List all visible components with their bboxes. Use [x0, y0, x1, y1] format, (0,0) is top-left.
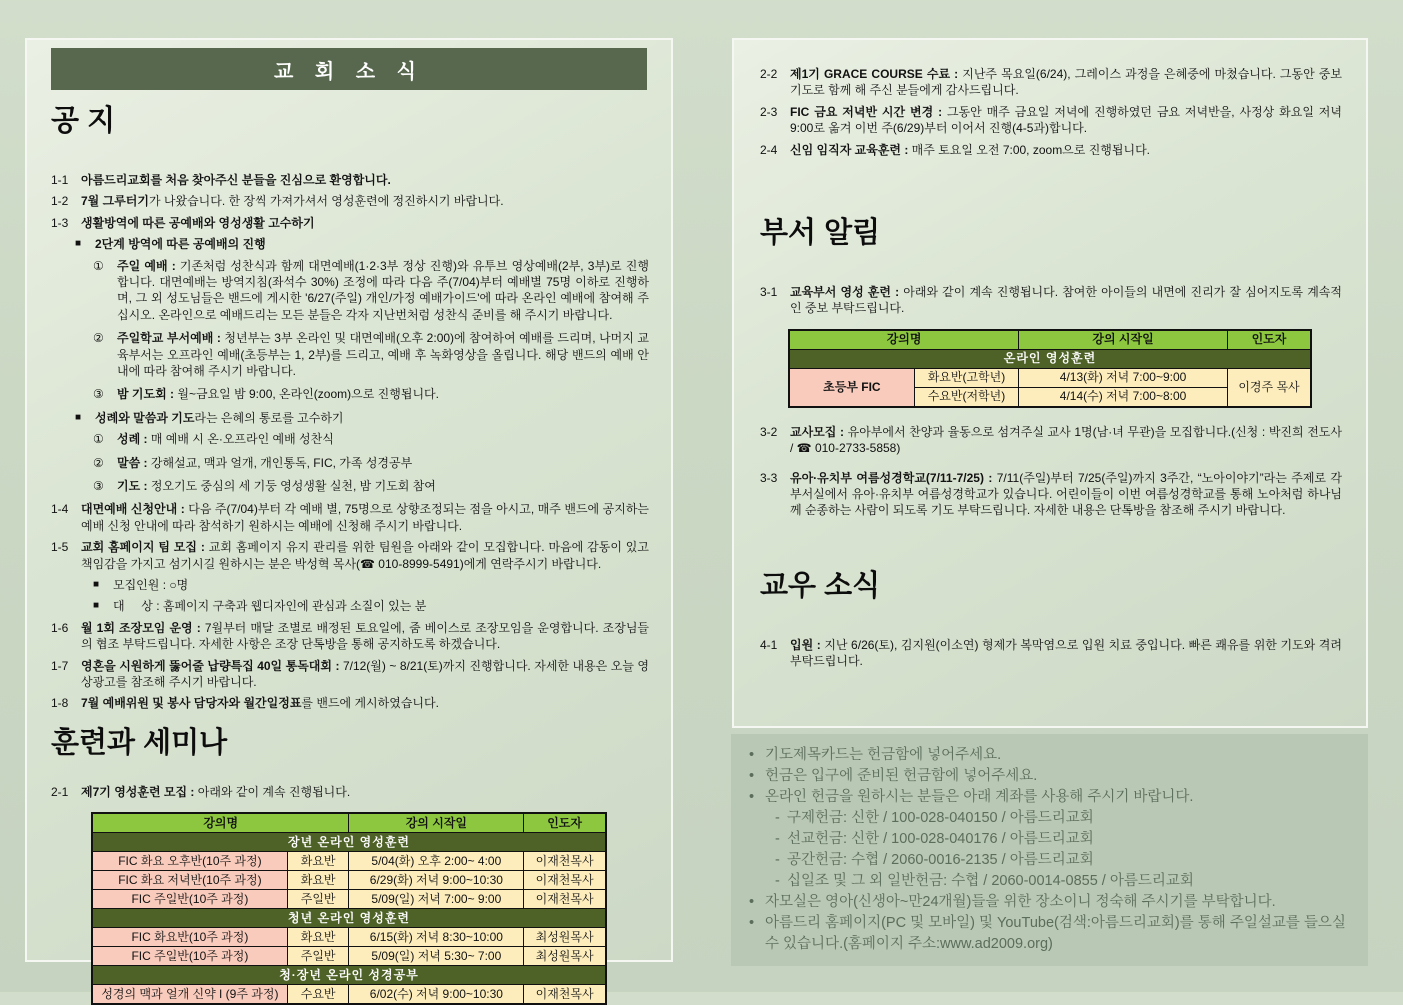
- item-body: 7/11(주일)부터 7/25(주일)까지 3주간, “노아이야기”라는 주제로 각 부서실에서 유아·유치부 여름성경학교가 있습니다. 어린이들이 이번 여름성경학교를 통해 노아처럼 하나님께 순종하는 사람이 되도록 기도 부탁드립니다. 자세한 내용은 단톡방을 참조해 주시기 바랍니다.: [790, 470, 1342, 518]
- cell-leader: 이재천목사: [524, 852, 606, 871]
- col-header-leader: 인도자: [524, 813, 606, 833]
- cell-start: 4/13(화) 저녁 7:00~9:00: [1019, 368, 1228, 387]
- notice-subitem-circle2: [51, 330, 649, 379]
- table-row: [92, 947, 606, 966]
- table-group-row: [92, 833, 606, 852]
- item-label: 2단계 방역에 따른 공예배의 진행: [95, 237, 266, 252]
- cell-start: 6/29(화) 저녁 9:00~10:30: [349, 871, 524, 890]
- item-label: 대면예배 신청안내 :: [81, 502, 189, 517]
- table-header-row: [789, 330, 1311, 350]
- notice-subitem-square: [51, 410, 649, 426]
- spacer: [49, 760, 649, 784]
- members-heading: 교우 소식: [760, 569, 881, 602]
- notice-item-1-3: [51, 215, 649, 231]
- item-body: 아래와 같이 계속 진행됩니다. 참여한 아이들의 내면에 진리가 잘 심어지도록 계속적인 중보 부탁드립니다.: [790, 284, 1342, 316]
- cell-start: 5/09(일) 저녁 7:00~ 9:00: [349, 890, 524, 909]
- account-line: - 십일조 및 그 외 일반헌금: 수협 / 2060-0014-0855 / 아름드리교회: [747, 871, 1352, 892]
- item-label: 성례와 말씀과 기도: [95, 410, 195, 425]
- training-heading: 훈련과 세미나: [51, 726, 228, 759]
- item-number: 3-3: [760, 470, 778, 485]
- item-body: 모집인원 : ○명: [113, 578, 189, 593]
- cell-start: 5/09(일) 저녁 5:30~ 7:00: [349, 947, 524, 966]
- col-header-start: 강의 시작일: [349, 813, 524, 833]
- item-text: [81, 695, 649, 711]
- item-text: [117, 258, 649, 324]
- circled-number-icon: ①: [93, 432, 104, 447]
- item-text: [81, 501, 649, 534]
- item-text: [790, 424, 1342, 457]
- item-body: 매주 토요일 오전 7:00, zoom으로 진행됩니다.: [911, 142, 1150, 157]
- item-text: [790, 284, 1342, 317]
- square-bullet-icon: ■: [93, 579, 100, 591]
- dept-item-3-1: [760, 284, 1342, 317]
- notice-item-2-2: [760, 66, 1342, 99]
- account-line: - 공간헌금: 수협 / 2060-0016-2135 / 아름드리교회: [747, 850, 1352, 871]
- item-body: 지난 6/26(토), 김지원(이소연) 형제가 복막염으로 입원 치료 중입니다. 빠른 쾌유를 위한 기도와 격려 부탁드립니다.: [790, 637, 1342, 669]
- item-label: 주일학교 부서예배 :: [117, 331, 225, 346]
- cell-class: 화요반: [287, 871, 349, 890]
- item-label: 생활방역에 따른 공예배와 영성생활 고수하기: [81, 215, 315, 230]
- table-row: [92, 852, 606, 871]
- item-body: 강해설교, 맥과 얼개, 개인통독, FIC, 가족 성경공부: [150, 455, 413, 470]
- item-body: 매 예배 시 온·오프라인 예배 성찬식: [150, 432, 334, 447]
- spacer: [758, 462, 1342, 470]
- offering-info-list: [747, 745, 1352, 955]
- item-text: [790, 142, 1342, 158]
- item-text: [81, 620, 649, 653]
- item-label: 입원 :: [790, 637, 825, 652]
- item-text: [117, 386, 649, 402]
- cell-leader: 이재천목사: [524, 985, 606, 1005]
- item-body: 대 상 : 홈페이지 구축과 웹디자인에 관심과 소질이 있는 분: [113, 599, 427, 614]
- notice-subitem-recruit-count: [51, 577, 649, 593]
- item-label: 주일 예배 :: [117, 258, 180, 273]
- notice-heading: 공 지: [51, 105, 116, 137]
- item-text: [95, 410, 649, 426]
- bulletin-title-bar: [51, 48, 647, 90]
- list-item: • 헌금은 입구에 준비된 헌금함에 넣어주세요.: [747, 766, 1352, 787]
- item-text: [81, 193, 649, 209]
- notice-item-2-4: [760, 142, 1342, 158]
- notice-subitem-circle3: [51, 386, 649, 402]
- group-title: 청·장년 온라인 성경공부: [92, 966, 606, 985]
- dept-item-3-2: [760, 424, 1342, 457]
- cell-start: 5/04(화) 오후 2:00~ 4:00: [349, 852, 524, 871]
- item-text: [81, 172, 649, 188]
- item-body: 청년부는 3부 온라인 및 대면예배(오후 2:00)에 참여하여 예배를 드리며, 나머지 교육부서는 오프라인 예배(초등부는 1, 2부)를 드리고, 예배 후 녹화영상을 올립니다. 해당 밴드의 예배 안내에 따라 참여해 주시기 바랍니다.: [117, 331, 649, 378]
- item-text: [81, 539, 649, 572]
- notice-subitem-circle2: [51, 455, 649, 471]
- table-group-row: [789, 349, 1311, 368]
- item-text: [790, 66, 1342, 99]
- item-label: 성례 :: [117, 432, 151, 447]
- item-body: 7월부터 매달 조별로 배정된 토요일에, 줌 베이스로 조장모임을 운영합니다. 조장님들의 협조 부탁드립니다. 자세한 사항은 조장 단톡방을 통해 공지하도록 하겠습니다.: [81, 620, 650, 652]
- item-number: 1-5: [51, 540, 69, 555]
- item-text: [113, 577, 649, 593]
- right-page-panel: [732, 38, 1368, 728]
- notice-item-1-6: [51, 620, 649, 653]
- item-body: 정오기도 중심의 세 기둥 영성생활 실천, 밤 기도회 참여: [150, 478, 436, 493]
- notice-subitem-circle1: [51, 431, 649, 447]
- col-header-course: 강의명: [92, 813, 349, 833]
- item-body: 다음 주(7/04)부터 각 예배 별, 75명으로 상향조정되는 점을 아시고, 매주 밴드에 공지하는 예배 신청 안내에 따라 참석하기 원하시는 예배에 신청해 주시기 바랍니다.: [81, 502, 649, 533]
- item-number: 2-3: [760, 104, 778, 119]
- col-header-leader: 인도자: [1227, 330, 1311, 350]
- item-text: [117, 455, 649, 471]
- item-body: 라는 은혜의 통로를 고수하기: [194, 410, 344, 425]
- notice-item-1-4: [51, 501, 649, 534]
- spacer: [758, 250, 1342, 284]
- cell-class: 수요반(저학년): [914, 387, 1018, 407]
- notice-item-1-1: [51, 172, 649, 188]
- offering-info-box: [731, 734, 1368, 966]
- item-number: 1-3: [51, 215, 69, 230]
- cell-start: 4/14(수) 저녁 7:00~8:00: [1019, 387, 1228, 407]
- item-text: [117, 431, 649, 447]
- list-item: • 아름드리 홈페이지(PC 및 모바일) 및 YouTube(검색:아름드리교회)를 통해 주일설교를 들으실 수 있습니다.(홈페이지 주소:www.ad2009.org): [747, 913, 1352, 955]
- notice-item-1-5: [51, 539, 649, 572]
- item-text: [113, 598, 649, 614]
- item-text: [95, 236, 649, 252]
- dept-item-3-3: [760, 470, 1342, 519]
- list-item: • 자모실은 영아(신생아~만24개월)들을 위한 장소이니 정숙해 주시기를 부탁합니다.: [747, 892, 1352, 913]
- item-label: 신임 임직자 교육훈련 :: [790, 142, 912, 157]
- item-text: [117, 478, 649, 494]
- item-number: 1-1: [51, 172, 69, 187]
- cell-class: 화요반: [287, 852, 349, 871]
- circled-number-icon: ②: [93, 455, 104, 470]
- item-label: 교육부서 영성 훈련 :: [790, 284, 904, 299]
- item-number: 2-1: [51, 784, 69, 799]
- cell-leader: 이재천목사: [524, 890, 606, 909]
- table-row: [92, 985, 606, 1005]
- item-number: 2-4: [760, 142, 778, 157]
- item-number: 4-1: [760, 637, 778, 652]
- cell-course: FIC 화요 오후반(10주 과정): [92, 852, 287, 871]
- item-label: 7월 예배위원 및 봉사 담당자와 월간일정표: [81, 696, 302, 711]
- notice-item-1-2: [51, 193, 649, 209]
- item-label: 제7기 영성훈련 모집 :: [81, 784, 198, 799]
- circled-number-icon: ③: [93, 478, 104, 493]
- cell-leader: 이재천목사: [524, 871, 606, 890]
- cell-leader: 이경주 목사: [1227, 368, 1311, 407]
- item-text: [81, 784, 649, 800]
- item-label: FIC 금요 저녁반 시간 변경 :: [790, 104, 947, 119]
- item-text: [117, 330, 649, 379]
- item-body: 7/12(월) ~ 8/21(토)까지 진행합니다. 자세한 내용은 오늘 영상광고를 참조해 주시기 바랍니다.: [81, 658, 649, 690]
- cell-start: 6/02(수) 저녁 9:00~10:30: [349, 985, 524, 1005]
- notice-item-1-8: [51, 695, 649, 711]
- item-body: 가 나왔습니다. 한 장씩 가져가셔서 영성훈련에 정진하시기 바랍니다.: [148, 194, 504, 209]
- cell-course: 초등부 FIC: [789, 368, 914, 407]
- dept-schedule-table: [788, 329, 1312, 408]
- item-label: 밤 기도회 :: [117, 387, 178, 402]
- square-bullet-icon: ■: [75, 411, 82, 423]
- table-row: [92, 890, 606, 909]
- group-title: 청년 온라인 영성훈련: [92, 909, 606, 928]
- item-text: [790, 104, 1342, 137]
- spacer: [49, 138, 649, 172]
- notice-subitem-recruit-target: [51, 598, 649, 614]
- item-text: [790, 470, 1342, 519]
- item-label: 유아·유치부 여름성경학교(7/11-7/25) :: [790, 470, 997, 485]
- item-number: 1-6: [51, 620, 69, 635]
- table-header-row: [92, 813, 606, 833]
- spacer: [758, 603, 1342, 637]
- item-body: 그동안 매주 금요일 저녁에 진행하였던 금요 저녁반을, 사정상 화요일 저녁 9:00로 옮겨 이번 주(6/29)부터 이어서 진행(4-5과)합니다.: [790, 104, 1342, 136]
- item-text: [81, 658, 649, 691]
- item-label: 교사모집 :: [790, 424, 848, 439]
- item-label: 교회 홈페이지 팀 모집 :: [81, 540, 209, 555]
- notice-item-1-7: [51, 658, 649, 691]
- list-item: • 기도제목카드는 헌금함에 넣어주세요.: [747, 745, 1352, 766]
- item-number: 1-2: [51, 194, 69, 209]
- cell-start: 6/15(화) 저녁 8:30~10:00: [349, 928, 524, 947]
- cell-leader: 최성원목사: [524, 928, 606, 947]
- table-group-row: [92, 966, 606, 985]
- square-bullet-icon: ■: [93, 600, 100, 612]
- item-body: 월~금요일 밤 9:00, 온라인(zoom)으로 진행됩니다.: [177, 387, 439, 402]
- notice-subitem-circle3: [51, 478, 649, 494]
- item-body: 기존처럼 성찬식과 함께 대면예배(1·2·3부 정상 진행)와 유투브 영상예배(2부, 3부)로 진행합니다. 대면예배는 방역지침(좌석수 30%) 조정에 따라 다음 주(7/04)부터 예배별 75명 이하로 진행하며, 그 외 성도님들은 밴드에 게시한 '6/27(주일) 개인/가정 예배가이드'에 따라 온라인 예배에 참여해 주십시오. 온라인으로 예배드리는 모든 분들은 각자 지난번처럼 성찬식 준비를 해 주시기 바랍니다.: [117, 258, 649, 322]
- account-line: - 구제헌금: 신한 / 100-028-040150 / 아름드리교회: [747, 808, 1352, 829]
- table-row: [92, 928, 606, 947]
- table-group-row: [92, 909, 606, 928]
- cell-course: FIC 주일반(10주 과정): [92, 890, 287, 909]
- group-title: 장년 온라인 영성훈련: [92, 833, 606, 852]
- cell-course: FIC 화요 저녁반(10주 과정): [92, 871, 287, 890]
- account-line: - 선교헌금: 신한 / 100-028-040176 / 아름드리교회: [747, 829, 1352, 850]
- list-item: • 온라인 헌금을 원하시는 분들은 아래 계좌를 사용해 주시기 바랍니다.: [747, 787, 1352, 808]
- item-number: 2-2: [760, 67, 778, 81]
- cell-class: 주일반: [287, 890, 349, 909]
- spacer: [758, 408, 1342, 424]
- training-schedule-table: [91, 812, 607, 1005]
- item-text: [81, 215, 649, 231]
- notice-subitem-circle1: [51, 258, 649, 324]
- item-label: 제1기 GRACE COURSE 수료 :: [790, 67, 963, 81]
- col-header-course: 강의명: [789, 330, 1019, 350]
- left-page-panel: [25, 38, 673, 1001]
- cell-course: FIC 주일반(10주 과정): [92, 947, 287, 966]
- circled-number-icon: ①: [93, 258, 104, 273]
- item-text: [790, 637, 1342, 670]
- item-label: 월 1회 조장모임 운영 :: [81, 620, 205, 635]
- cell-class: 화요반: [287, 928, 349, 947]
- notice-item-2-3: [760, 104, 1342, 137]
- notice-subitem-square: [51, 236, 649, 252]
- group-title: 온라인 영성훈련: [789, 349, 1311, 368]
- item-label: 아름드리교회를 처음 찾아주신 분들을 진심으로 환영합니다.: [81, 172, 391, 187]
- item-number: 3-2: [760, 424, 778, 439]
- circled-number-icon: ②: [93, 331, 104, 346]
- training-item-2-1: [51, 784, 649, 800]
- circled-number-icon: ③: [93, 387, 104, 402]
- cell-class: 화요반(고학년): [914, 368, 1018, 387]
- square-bullet-icon: ■: [75, 238, 82, 250]
- cell-class: 수요반: [287, 985, 349, 1005]
- dept-heading: 부서 알림: [760, 217, 881, 250]
- table-row: [92, 871, 606, 890]
- item-label: 기도 :: [117, 478, 151, 493]
- item-label: 7월 그루터기: [81, 194, 149, 209]
- item-body: 아래와 같이 계속 진행됩니다.: [197, 784, 351, 799]
- cell-course: 성경의 맥과 얼개 신약 I (9주 과정): [92, 985, 287, 1005]
- table-row: [789, 368, 1311, 387]
- item-number: 1-4: [51, 502, 69, 517]
- item-body: 를 밴드에 게시하였습니다.: [301, 696, 439, 711]
- cell-course: FIC 화요반(10주 과정): [92, 928, 287, 947]
- item-label: 말씀 :: [117, 455, 151, 470]
- item-number: 1-8: [51, 696, 69, 711]
- members-item-4-1: [760, 637, 1342, 670]
- item-body: 유아부에서 찬양과 율동으로 섬겨주실 교사 1명(남·녀 무관)을 모집합니다.(신청 : 박진희 전도사 / ☎ 010-2733-5858): [790, 424, 1342, 456]
- cell-leader: 최성원목사: [524, 947, 606, 966]
- bulletin-title: 교 회 소 식: [274, 60, 424, 83]
- item-number: 1-7: [51, 658, 69, 673]
- col-header-start: 강의 시작일: [1019, 330, 1228, 350]
- item-body: 교회 홈페이지 유지 관리를 위한 팀원을 아래와 같이 모집합니다. 마음에 감동이 있고 책임감을 가지고 섬기시길 원하시는 분은 박성혁 목사(☎ 010-8999-5491)에게 연락주시기 바랍니다.: [81, 540, 649, 571]
- item-number: 3-1: [760, 284, 778, 299]
- item-body: 지난주 목요일(6/24), 그레이스 과정을 은혜중에 마쳤습니다. 그동안 중보기도로 함께 해 주신 분들에게 감사드립니다.: [790, 67, 1342, 98]
- item-label: 영혼을 시원하게 뚫어줄 납량특집 40일 통독대회 :: [81, 658, 343, 673]
- cell-class: 주일반: [287, 947, 349, 966]
